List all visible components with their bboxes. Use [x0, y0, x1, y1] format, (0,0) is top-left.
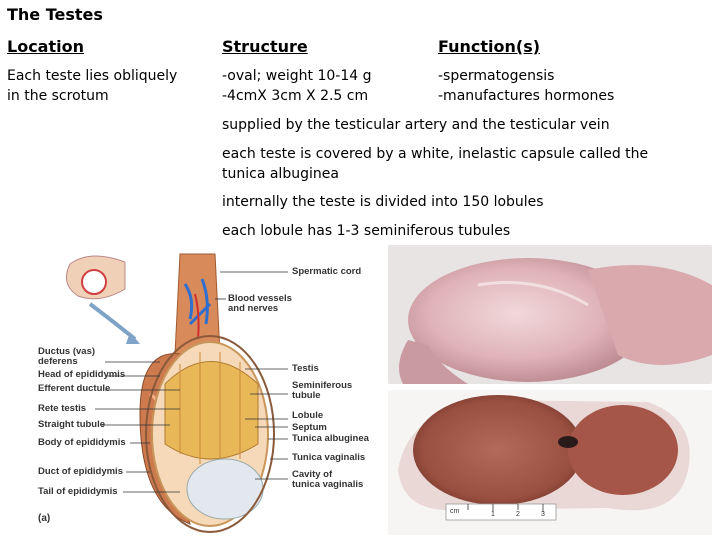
- label-tunica-vaginalis: Tunica vaginalis: [292, 452, 366, 463]
- function-text: -spermatogensis -manufactures hormones: [438, 68, 615, 104]
- label-tunica-albuginea: Tunica albuginea: [292, 433, 369, 444]
- label-spermatic-cord: Spermatic cord: [292, 266, 362, 277]
- header-functions: Function(s): [438, 37, 541, 56]
- location-text: Each teste lies obliquely in the scrotum: [7, 68, 178, 104]
- label-efferent-ductule: Efferent ductule: [38, 383, 111, 394]
- panel-label: (a): [38, 513, 51, 524]
- label-ductus-deferens: Ductus (vas) deferens: [38, 346, 96, 367]
- page-title: The Testes: [7, 5, 103, 24]
- testis-diagram: [30, 244, 380, 536]
- ruler-unit: cm: [450, 508, 460, 515]
- ruler-tick-1: 1: [491, 511, 495, 518]
- fact-capsule: each teste is covered by a white, inelastic capsule called the tunica albuginea: [222, 146, 649, 182]
- fact-blood-supply: supplied by the testicular artery and the testicular vein: [222, 117, 610, 133]
- label-seminiferous-tubule: Seminiferous tubule: [292, 380, 353, 401]
- ruler-tick-2: 2: [516, 511, 520, 518]
- label-tail-epididymis: Tail of epididymis: [38, 486, 118, 497]
- ruler-tick-3: 3: [541, 511, 545, 518]
- header-structure: Structure: [222, 37, 308, 56]
- header-location: Location: [7, 37, 84, 56]
- label-duct-epididymis: Duct of epididymis: [38, 466, 123, 477]
- label-blood-vessels: Blood vessels and nerves: [228, 293, 292, 314]
- fact-tubules: each lobule has 1-3 seminiferous tubules: [222, 223, 511, 239]
- testis-photo-intact: [388, 245, 712, 384]
- testis-photo-section: [388, 390, 712, 535]
- label-cavity: Cavity of tunica vaginalis: [292, 469, 364, 490]
- label-straight-tubule: Straight tubule: [38, 419, 106, 430]
- label-body-epididymis: Body of epididymis: [38, 437, 126, 448]
- label-head-epididymis: Head of epididymis: [38, 369, 126, 380]
- label-rete-testis: Rete testis: [38, 403, 87, 414]
- label-lobule: Lobule: [292, 410, 324, 421]
- structure-text: -oval; weight 10-14 g -4cmX 3cm X 2.5 cm: [222, 68, 372, 104]
- fact-lobules: internally the teste is divided into 150 lobules: [222, 194, 544, 210]
- label-septum: Septum: [292, 422, 327, 433]
- label-testis: Testis: [292, 363, 319, 374]
